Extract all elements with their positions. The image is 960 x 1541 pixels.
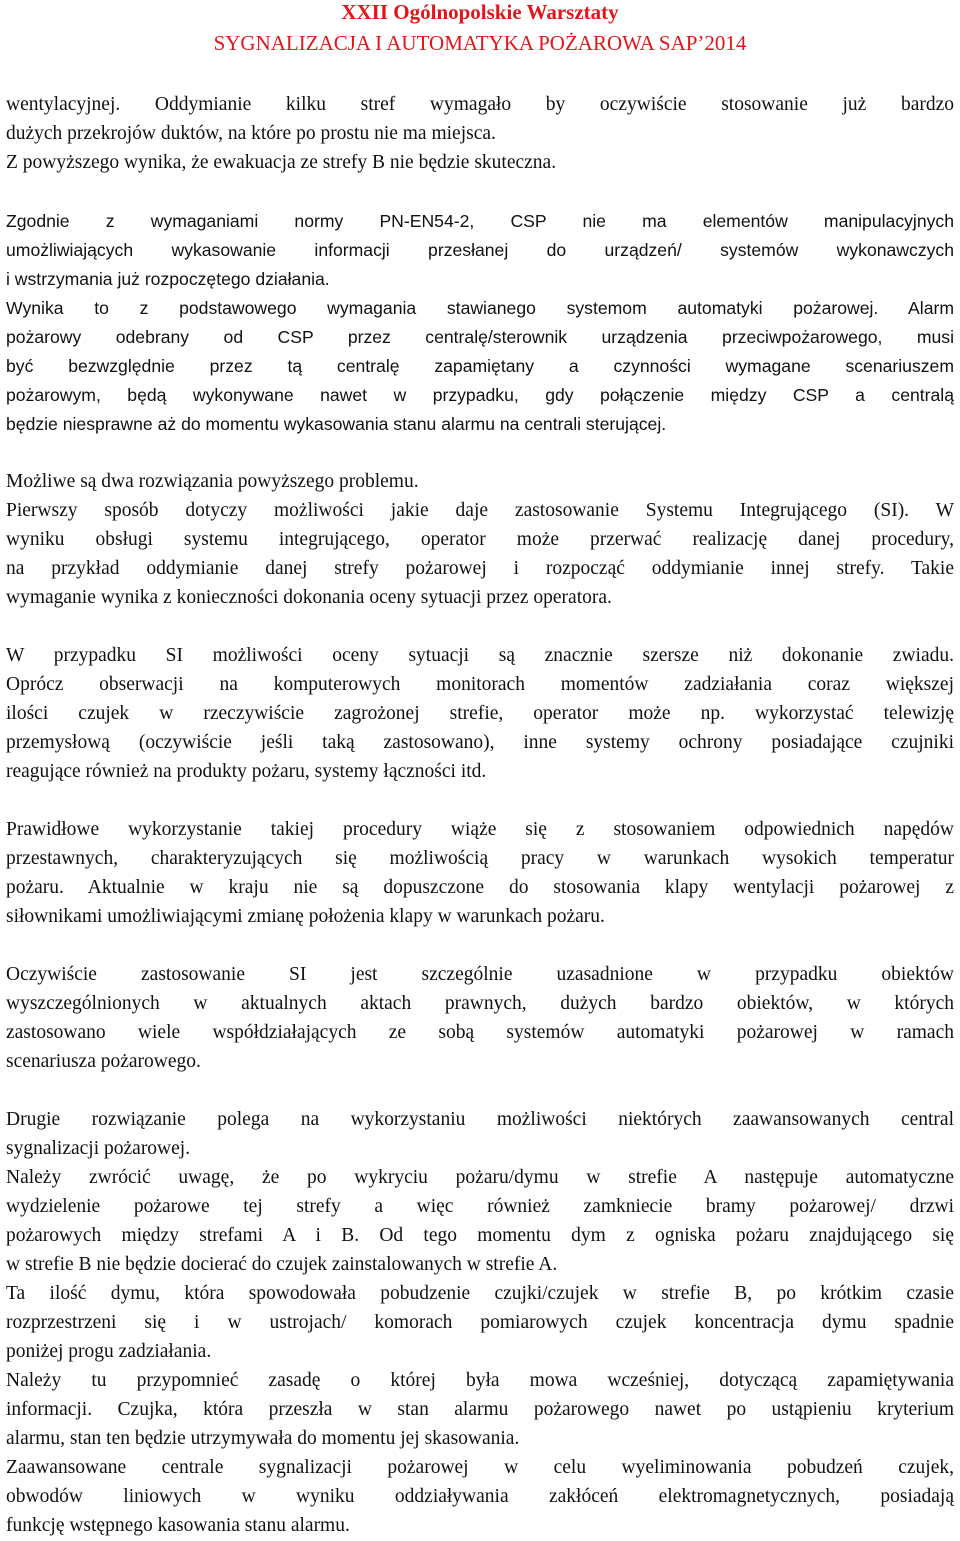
text-line: Możliwe są dwa rozwiązania powyższego problemu. bbox=[6, 471, 419, 492]
text-line: wydzielenie pożarowe tej strefy a więc również zamkniecie bramy pożarowej/ drzwi bbox=[6, 1196, 954, 1217]
text-line: Pierwszy sposób dotyczy możliwości jakie daje zastosowanie Systemu Integrującego (SI). W bbox=[6, 500, 954, 521]
text-line: pożarowy odebrany od CSP przez centralę/sterownik urządzenia przeciwpożarowego, musi bbox=[6, 327, 954, 347]
text-line: funkcję wstępnego kasowania stanu alarmu. bbox=[6, 1515, 350, 1536]
text-line: ilości czujek w rzeczywiście zagrożonej strefie, operator może np. wykorzystać telewizję bbox=[6, 703, 954, 724]
text-line: Prawidłowe wykorzystanie takiej procedury wiąże się z stosowaniem odpowiednich napędów bbox=[6, 819, 954, 840]
text-line: poniżej progu zadziałania. bbox=[6, 1341, 212, 1362]
text-line: scenariusza pożarowego. bbox=[6, 1051, 201, 1072]
text-line: Wynika to z podstawowego wymagania stawianego systemom automatyki pożarowej. Alarm bbox=[6, 298, 954, 318]
text-line: informacji. Czujka, która przeszła w stan alarmu pożarowego nawet po ustąpieniu kryterium bbox=[6, 1399, 954, 1420]
text-line: Oprócz obserwacji na komputerowych monitorach momentów zadziałania coraz większej bbox=[6, 674, 954, 695]
text-line: sygnalizacji pożarowej. bbox=[6, 1138, 191, 1159]
text-line: będzie niesprawne aż do momentu wykasowania stanu alarmu na centrali sterującej. bbox=[6, 414, 667, 434]
text-line: pożarowym, będą wykonywane nawet w przypadku, gdy połączenie między CSP a centralą bbox=[6, 385, 954, 405]
text-line: Należy tu przypomnieć zasadę o której była mowa wcześniej, dotyczącą zapamiętywania bbox=[6, 1370, 954, 1391]
header-workshop-title: XXII Ogólnopolskie Warsztaty bbox=[341, 0, 619, 24]
text-line: w strefie B nie będzie docierać do czujek zainstalowanych w strefie A. bbox=[6, 1254, 558, 1275]
text-line: wentylacyjnej. Oddymianie kilku stref wymagało by oczywiście stosowanie już bardzo bbox=[6, 94, 954, 115]
text-line: reagujące również na produkty pożaru, systemy łączności itd. bbox=[6, 761, 487, 782]
header-conference-name: SYGNALIZACJA I AUTOMATYKA POŻAROWA SAP’2014 bbox=[213, 31, 747, 55]
text-line: Należy zwrócić uwagę, że po wykryciu pożaru/dymu w strefie A następuje automatyczne bbox=[6, 1167, 954, 1188]
text-line: być bezwzględnie przez tą centralę zapamiętany a czynności wymagane scenariuszem bbox=[6, 356, 954, 376]
text-line: Drugie rozwiązanie polega na wykorzystaniu możliwości niektórych zaawansowanych central bbox=[6, 1109, 954, 1130]
text-line: W przypadku SI możliwości oceny sytuacji są znacznie szersze niż dokonanie zwiadu. bbox=[6, 645, 954, 666]
text-line: dużych przekrojów duktów, na które po prostu nie ma miejsca. bbox=[6, 123, 496, 144]
text-line: pożaru. Aktualnie w kraju nie są dopuszczone do stosowania klapy wentylacji pożarowej z bbox=[6, 877, 954, 898]
text-line: Zaawansowane centrale sygnalizacji pożarowej w celu wyeliminowania pobudzeń czujek, bbox=[6, 1457, 954, 1478]
text-line: pożarowych między strefami A i B. Od tego momentu dym z ogniska pożaru znajdującego się bbox=[6, 1225, 954, 1246]
text-line: przemysłową (oczywiście jeśli taką zastosowano), inne systemy ochrony posiadające czujniki bbox=[6, 732, 954, 753]
text-line: wymaganie wynika z konieczności dokonania oceny sytuacji przez operatora. bbox=[6, 587, 612, 608]
text-line: przestawnych, charakteryzujących się możliwością pracy w warunkach wysokich temperatur bbox=[6, 848, 954, 869]
text-line: rozprzestrzeni się i w ustrojach/ komorach pomiarowych czujek koncentracja dymu spadnie bbox=[6, 1312, 954, 1333]
text-line: Oczywiście zastosowanie SI jest szczególnie uzasadnione w przypadku obiektów bbox=[6, 964, 954, 985]
text-line: alarmu, stan ten będzie utrzymywała do momentu jej skasowania. bbox=[6, 1428, 520, 1449]
text-line: Ta ilość dymu, która spowodowała pobudzenie czujki/czujek w strefie B, po krótkim czasie bbox=[6, 1283, 954, 1304]
text-line: na przykład oddymianie danej strefy pożarowej i rozpocząć oddymianie innej strefy. Takie bbox=[6, 558, 954, 579]
text-line: Zgodnie z wymaganiami normy PN-EN54-2, CSP nie ma elementów manipulacyjnych bbox=[6, 211, 954, 231]
text-line: obwodów liniowych w wyniku oddziaływania zakłóceń elektromagnetycznych, posiadają bbox=[6, 1486, 954, 1507]
text-line: zastosowano wiele współdziałających ze sobą systemów automatyki pożarowej w ramach bbox=[6, 1022, 954, 1043]
text-line: wyszczególnionych w aktualnych aktach prawnych, dużych bardzo obiektów, w których bbox=[6, 993, 954, 1014]
text-line: Z powyższego wynika, że ewakuacja ze strefy B nie będzie skuteczna. bbox=[6, 152, 557, 173]
text-line: umożliwiających wykasowanie informacji przesłanej do urządzeń/ systemów wykonawczych bbox=[6, 240, 954, 260]
text-line: wyniku obsługi systemu integrującego, operator może przerwać realizację danej procedury, bbox=[6, 529, 954, 550]
text-line: i wstrzymania już rozpoczętego działania. bbox=[6, 269, 330, 289]
text-line: siłownikami umożliwiającymi zmianę położenia klapy w warunkach pożaru. bbox=[6, 906, 605, 927]
